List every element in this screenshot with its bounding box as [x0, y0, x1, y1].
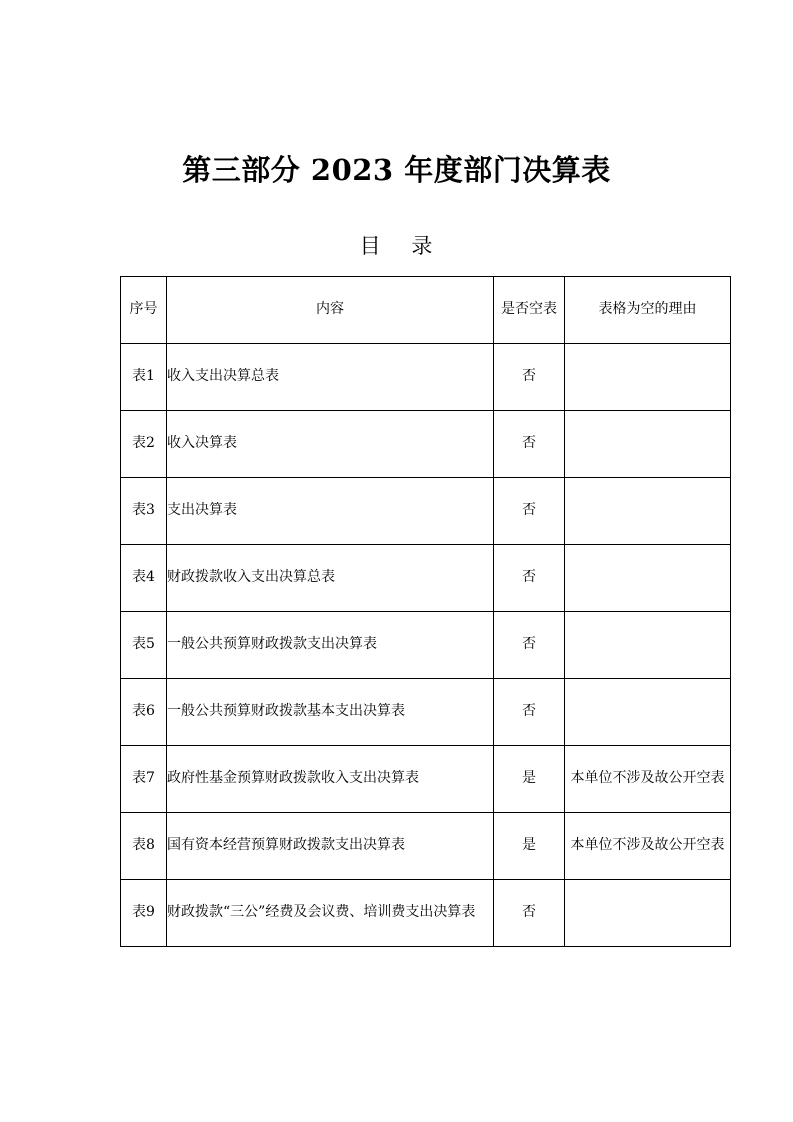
- row-content: 支出决算表: [167, 478, 494, 545]
- row-content: 一般公共预算财政拨款基本支出决算表: [167, 679, 494, 746]
- row-no: 表2: [121, 411, 167, 478]
- table-row: [121, 411, 731, 478]
- row-no: 表7: [121, 746, 167, 813]
- row-is-empty: 否: [494, 411, 565, 478]
- row-reason: 本单位不涉及故公开空表: [565, 813, 731, 880]
- row-content: 国有资本经营预算财政拨款支出决算表: [167, 813, 494, 880]
- row-no: 表6: [121, 679, 167, 746]
- row-is-empty: 否: [494, 545, 565, 612]
- table-row: [121, 746, 731, 813]
- row-reason: [565, 612, 731, 679]
- table-row: [121, 612, 731, 679]
- row-content: 收入决算表: [167, 411, 494, 478]
- header-reason: 表格为空的理由: [565, 277, 731, 344]
- table-row: [121, 478, 731, 545]
- row-reason: 本单位不涉及故公开空表: [565, 746, 731, 813]
- row-no: 表5: [121, 612, 167, 679]
- table-row: [121, 344, 731, 411]
- row-reason: [565, 344, 731, 411]
- row-is-empty: 是: [494, 746, 565, 813]
- row-reason: [565, 880, 731, 947]
- catalog-table: [120, 276, 731, 947]
- row-reason: [565, 545, 731, 612]
- row-reason: [565, 679, 731, 746]
- row-reason: [565, 411, 731, 478]
- row-content: 财政拨款收入支出决算总表: [167, 545, 494, 612]
- row-no: 表1: [121, 344, 167, 411]
- row-is-empty: 是: [494, 813, 565, 880]
- row-no: 表4: [121, 545, 167, 612]
- table-row: [121, 880, 731, 947]
- row-is-empty: 否: [494, 612, 565, 679]
- row-content: 政府性基金预算财政拨款收入支出决算表: [167, 746, 494, 813]
- row-is-empty: 否: [494, 679, 565, 746]
- row-content: 一般公共预算财政拨款支出决算表: [167, 612, 494, 679]
- header-is-empty: 是否空表: [494, 277, 565, 344]
- row-is-empty: 否: [494, 478, 565, 545]
- row-no: 表8: [121, 813, 167, 880]
- row-reason: [565, 478, 731, 545]
- row-content: 财政拨款“三公”经费及会议费、培训费支出决算表: [167, 880, 494, 947]
- table-header-row: [121, 277, 731, 344]
- row-no: 表3: [121, 478, 167, 545]
- header-no: 序号: [121, 277, 167, 344]
- row-no: 表9: [121, 880, 167, 947]
- row-content: 收入支出决算总表: [167, 344, 494, 411]
- row-is-empty: 否: [494, 880, 565, 947]
- table-row: [121, 545, 731, 612]
- header-content: 内容: [167, 277, 494, 344]
- row-is-empty: 否: [494, 344, 565, 411]
- catalog-heading: 目 录: [359, 234, 434, 258]
- table-row: [121, 679, 731, 746]
- table-row: [121, 813, 731, 880]
- page-title: 第三部分 2023 年度部门决算表: [182, 153, 611, 187]
